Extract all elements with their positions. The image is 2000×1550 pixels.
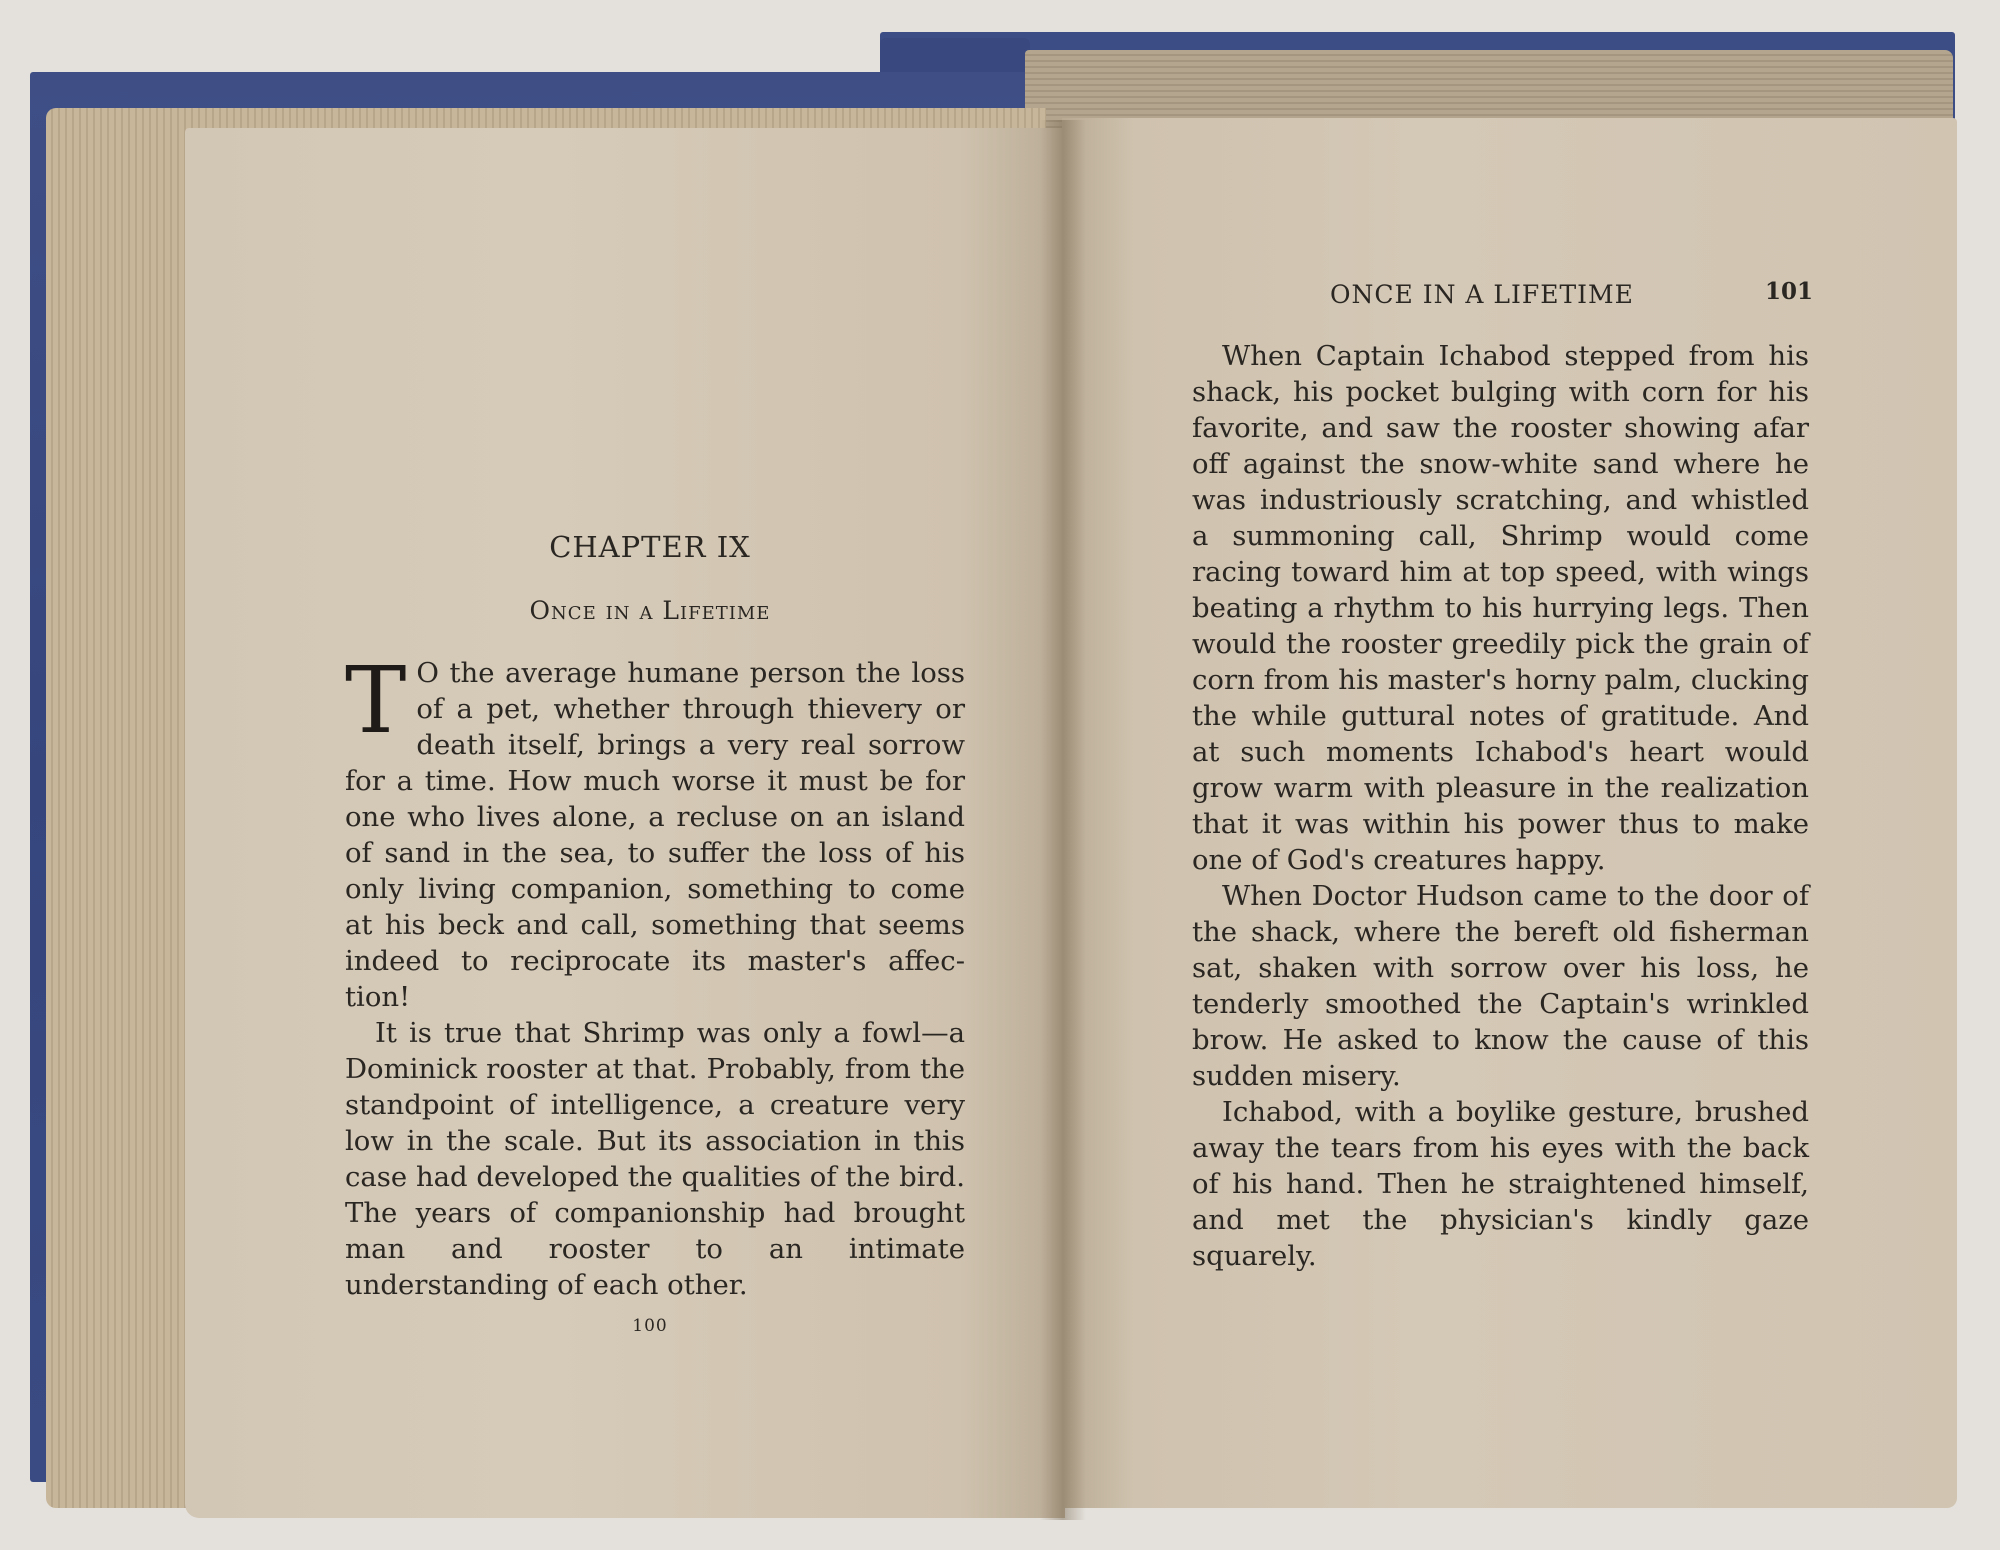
right-paragraph-3: Ichabod, with a boylike gesture, brushed away the tears from his eyes with the back of his hand. Then he straightened himself, and met the physician's kindly gaze squarely.	[1192, 1096, 1809, 1272]
right-paragraph-1: When Captain Ichabod stepped from his shack, his pocket bulging with corn for his favorite, and saw the rooster showing afar off against the snow-white sand where he was industriously scratching, and whistled a summoning call, Shrimp would come racing toward him at top speed, with wings beating a rhythm to his hurrying legs. Then would the rooster greedily pick the grain of corn from his master's horny palm, clucking the while guttural notes of gratitude. And at such moments Ichabod's heart would grow warm with pleasure in the realization that it was within his power thus to make one of God's creatures happy.	[1192, 340, 1809, 876]
chapter-heading: CHAPTER IX	[549, 530, 751, 564]
right-page-body	[1192, 338, 1809, 1274]
page-number-right: 101	[1765, 278, 1814, 305]
running-head: ONCE IN A LIFETIME	[1330, 280, 1634, 309]
book-gutter	[1040, 120, 1086, 1520]
chapter-title: Once in a Lifetime	[529, 596, 771, 625]
drop-cap: T	[345, 647, 407, 754]
right-paragraph-2: When Doctor Hudson came to the door of the shack, where the bereft old fisherman sat, shaken with sorrow over his loss, he tenderly smoothed the Captain's wrinkled brow. He asked to know the cause of this sudden misery.	[1192, 880, 1809, 1092]
left-page-body	[345, 647, 965, 1303]
left-paragraph-2: It is true that Shrimp was only a fowl—a Dominick rooster at that. Probably, from the standpoint of intelligence, a creature very low in the scale. But its association in this case had developed the qualities of the bird. The years of companionship had brought man and rooster to an intimate understanding of each other.	[345, 1017, 965, 1301]
left-paragraph-1	[345, 647, 965, 1015]
left-paragraph-1-text: O the average humane person the loss of a pet, whether through thievery or death itself, brings a very real sorrow for a time. How much worse it must be for one who lives alone, a recluse on an island of sand in the sea, to suffer the loss of his only living companion, something to come at his beck and call, something that seems indeed to reciprocate its master's affec-tion!	[345, 657, 965, 1013]
page-number-left: 100	[632, 1316, 668, 1336]
